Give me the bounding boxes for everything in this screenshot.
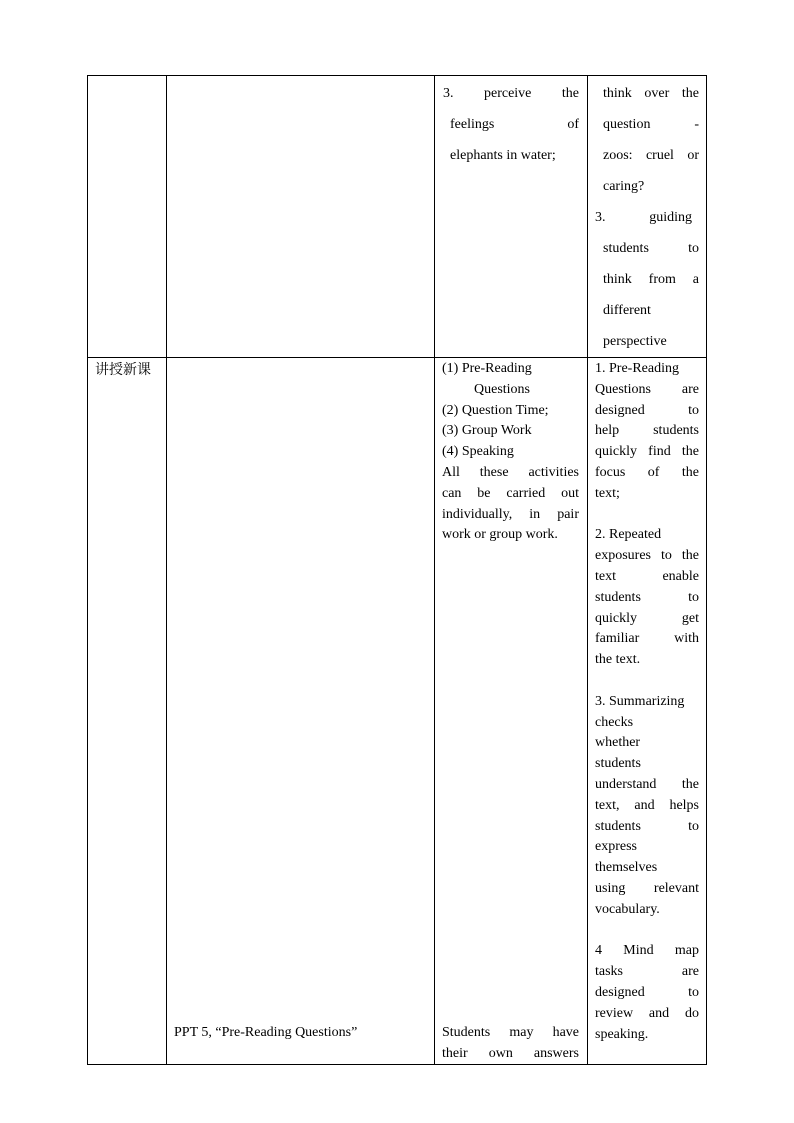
text-line: elephants in water; (450, 148, 556, 163)
text-line: the text. (595, 652, 641, 668)
row1-purpose-cell (595, 78, 699, 357)
text-line: students to (595, 818, 699, 834)
text-line: students (595, 756, 641, 772)
design-purpose-cell (595, 359, 699, 1045)
text-line: All these activities (442, 464, 579, 480)
text-line: familiar with (595, 631, 699, 647)
text-line: text; (595, 485, 620, 501)
text-line: themselves (595, 860, 658, 876)
column-divider-2 (434, 75, 435, 1065)
table-left-border (87, 75, 88, 1065)
activity-item: (4) Speaking (442, 444, 514, 460)
text-line: quickly find the (595, 444, 699, 460)
row1-objective-cell (443, 78, 579, 171)
text-line: different (603, 303, 651, 318)
text-line: understand the (595, 776, 699, 792)
text-line: individually, in pair (442, 506, 579, 522)
student-answers-note (442, 1023, 579, 1065)
text-line: review and do (595, 1005, 699, 1021)
text-line: feelings of (450, 117, 579, 132)
text-line: text, and helps (595, 797, 699, 813)
activities-cell (442, 359, 579, 546)
text-line: designed to (595, 402, 699, 418)
text-line: tasks are (595, 964, 699, 980)
text-line: 3. perceive the (443, 86, 579, 101)
activity-item: (1) Pre-Reading (442, 361, 532, 376)
text-line: 3. Summarizing (595, 693, 685, 709)
text-line: designed to (595, 984, 699, 1000)
text-line: their own answers (442, 1045, 579, 1061)
column-divider-1 (166, 75, 167, 1065)
text-line: using relevant (595, 880, 699, 896)
text-line: students to (595, 589, 699, 605)
text-line: quickly get (595, 610, 699, 626)
text-line: whether (595, 735, 641, 751)
table-right-border (706, 75, 707, 1065)
text-line: can be carried out (442, 485, 579, 501)
text-line: Students may have (442, 1025, 579, 1040)
text-line: think over the (603, 86, 699, 101)
text-line: 4 Mind map (595, 943, 699, 959)
table-bottom-border (87, 1064, 707, 1065)
text-line: caring? (603, 179, 645, 194)
text-line: Questions are (595, 381, 699, 397)
text-line: exposures to the (595, 548, 699, 564)
text-line: think from a (603, 272, 699, 287)
activity-item: (2) Question Time; (442, 402, 549, 418)
text-line: 2. Repeated (595, 527, 662, 543)
text-line: question - (603, 117, 699, 132)
text-line: help students (595, 423, 699, 439)
section-label: 讲授新课 (95, 362, 151, 378)
ppt-reference: PPT 5, “Pre-Reading Questions” (174, 1025, 358, 1040)
text-line: checks (595, 714, 634, 730)
text-line: work or group work. (442, 527, 558, 543)
text-line: zoos: cruel or (603, 148, 699, 163)
text-line: text enable (595, 568, 699, 584)
text-line: 1. Pre-Reading (595, 361, 679, 376)
text-line: 3. guiding (595, 210, 692, 225)
activity-item: (3) Group Work (442, 423, 532, 439)
text-line: students to (603, 241, 699, 256)
column-divider-3 (587, 75, 588, 1065)
text-line: focus of the (595, 464, 699, 480)
table-top-border (87, 75, 707, 76)
activity-item: Questions (474, 381, 530, 397)
text-line: speaking. (595, 1026, 649, 1042)
text-line: express (595, 839, 637, 855)
row-divider (87, 357, 707, 358)
text-line: vocabulary. (595, 901, 660, 917)
text-line: perspective (603, 334, 667, 349)
